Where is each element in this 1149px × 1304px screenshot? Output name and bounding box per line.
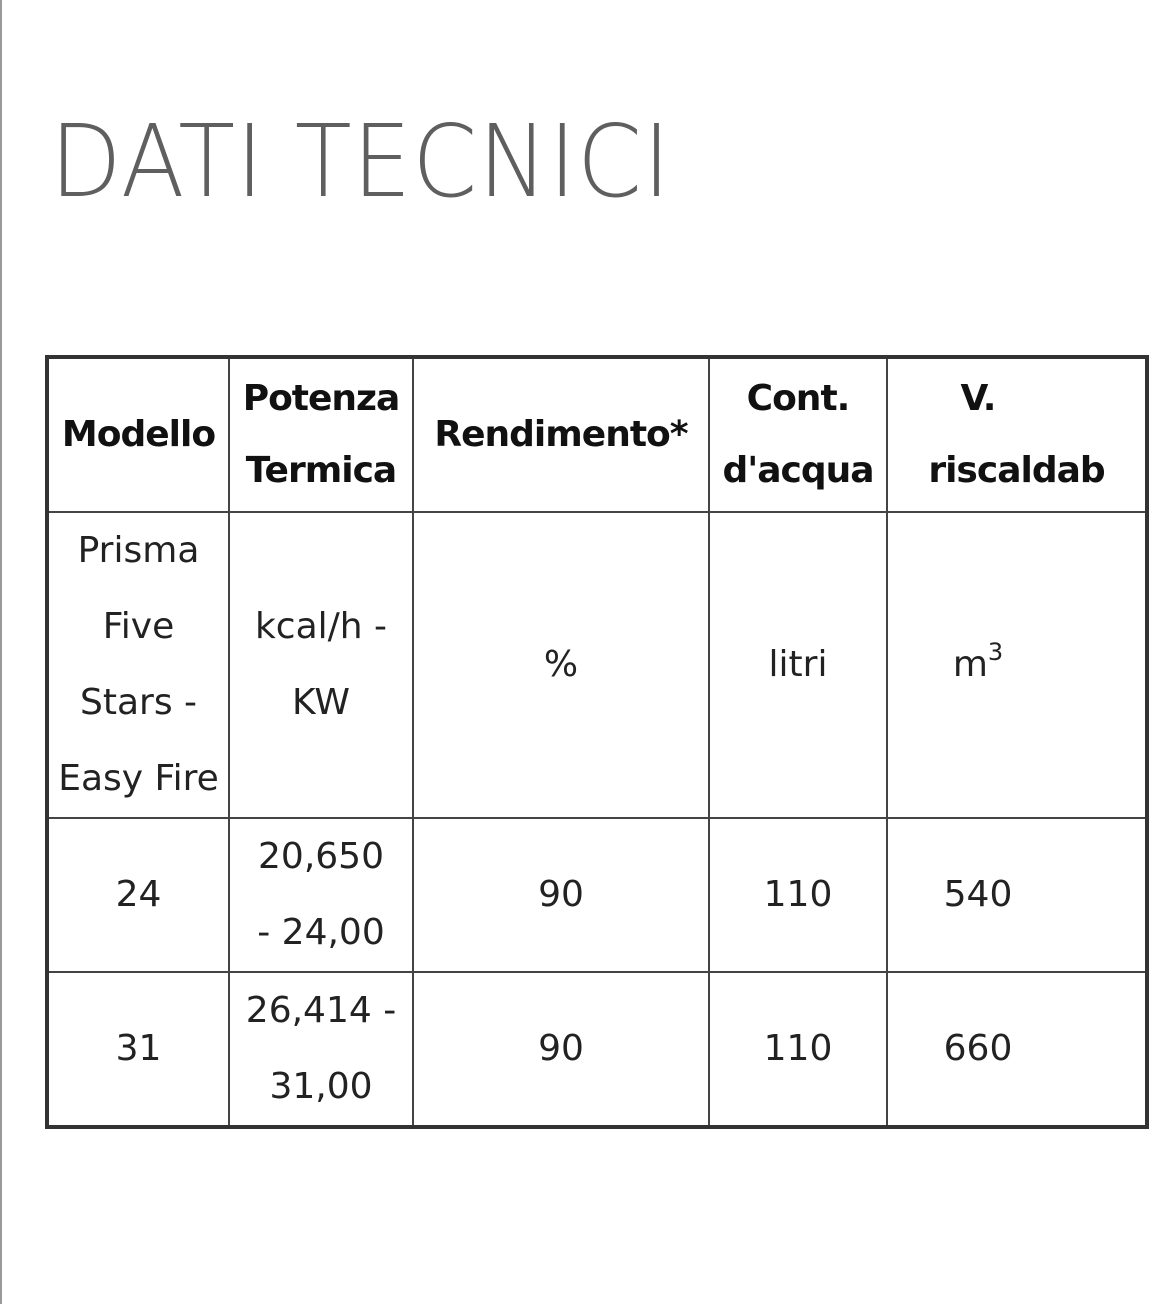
cell-vol bbox=[887, 818, 1147, 972]
header-vol-line-1: V. bbox=[960, 378, 996, 419]
table-units-row bbox=[47, 512, 1147, 818]
model-name-line-2: Five bbox=[102, 606, 175, 647]
model-name-line-4: Easy Fire bbox=[58, 758, 219, 799]
cell-potenza-line-1: 20,650 bbox=[258, 836, 384, 877]
header-potenza-line-2: Termica bbox=[245, 450, 397, 491]
header-modello bbox=[47, 357, 229, 512]
units-vol-exponent: 3 bbox=[987, 638, 1004, 666]
table-row bbox=[47, 818, 1147, 972]
header-rendimento bbox=[413, 357, 709, 512]
units-cont: litri bbox=[709, 512, 887, 818]
cell-potenza-line-2: 31,00 bbox=[269, 1066, 373, 1107]
units-potenza bbox=[229, 512, 413, 818]
table-header-row bbox=[47, 357, 1147, 512]
header-rendimento-label: Rendimento* bbox=[434, 414, 688, 455]
header-modello-label: Modello bbox=[61, 414, 216, 455]
cell-cont: 110 bbox=[709, 972, 887, 1127]
units-vol-base: m bbox=[952, 644, 988, 685]
units-potenza-line-2: KW bbox=[292, 682, 350, 723]
cell-vol bbox=[887, 972, 1147, 1127]
cell-vol-value: 660 bbox=[943, 1028, 1013, 1069]
cell-cont: 110 bbox=[709, 818, 887, 972]
cell-modello: 31 bbox=[47, 972, 229, 1127]
cell-rendimento: 90 bbox=[413, 818, 709, 972]
cell-potenza bbox=[229, 972, 413, 1127]
model-name-line-3: Stars - bbox=[79, 682, 198, 723]
page-title: DATI TECNICI bbox=[50, 103, 672, 220]
units-potenza-line-1: kcal/h - bbox=[254, 606, 388, 647]
page-left-border bbox=[0, 0, 2, 1304]
units-model-name bbox=[47, 512, 229, 818]
specs-table-container[interactable] bbox=[45, 355, 1105, 1133]
units-vol bbox=[887, 512, 1147, 818]
cell-potenza bbox=[229, 818, 413, 972]
cell-vol-value: 540 bbox=[943, 874, 1013, 915]
model-name-line-1: Prisma bbox=[77, 530, 200, 571]
table-row bbox=[47, 972, 1147, 1127]
cell-potenza-line-1: 26,414 - bbox=[245, 990, 397, 1031]
header-volume-riscaldabile bbox=[887, 357, 1147, 512]
cell-rendimento: 90 bbox=[413, 972, 709, 1127]
header-potenza-termica bbox=[229, 357, 413, 512]
cell-potenza-line-2: - 24,00 bbox=[257, 912, 385, 953]
header-vol-line-2: riscaldab bbox=[928, 450, 1105, 491]
header-cont-line-1: Cont. bbox=[746, 378, 850, 419]
header-cont-line-2: d'acqua bbox=[722, 450, 874, 491]
header-potenza-line-1: Potenza bbox=[242, 378, 400, 419]
technical-data-table bbox=[45, 355, 1149, 1129]
header-cont-acqua bbox=[709, 357, 887, 512]
units-rendimento: % bbox=[413, 512, 709, 818]
cell-modello: 24 bbox=[47, 818, 229, 972]
